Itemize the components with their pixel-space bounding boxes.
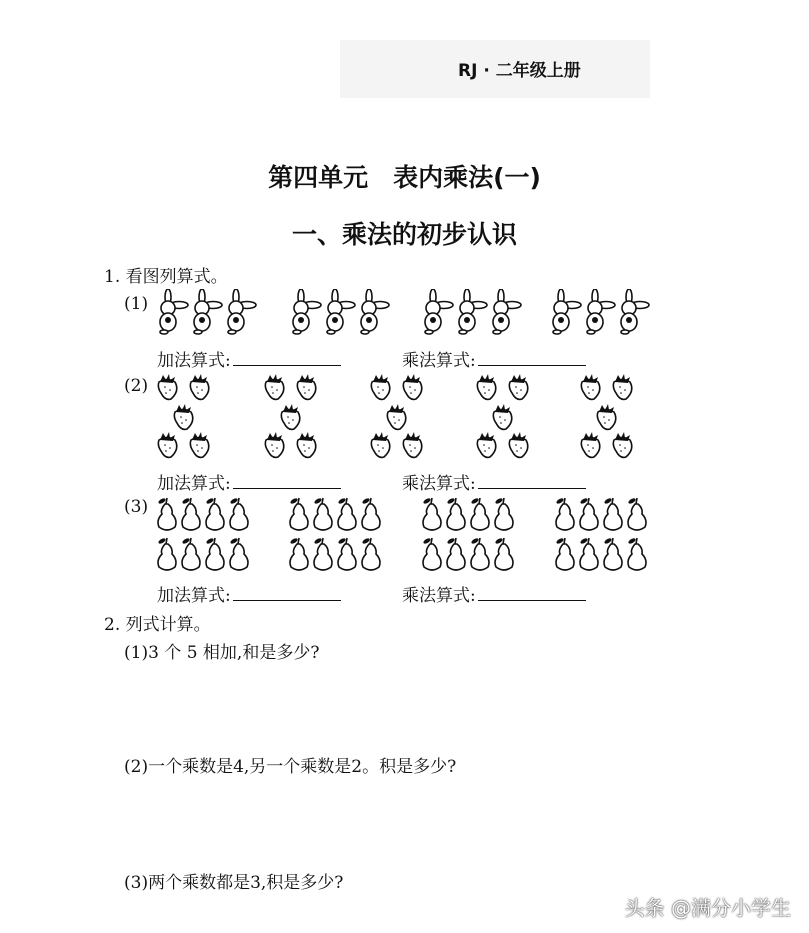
watermark: 头条 @满分小学生 bbox=[624, 896, 791, 920]
pear-icon bbox=[203, 496, 227, 536]
strawberry-icon bbox=[506, 431, 532, 463]
strawberry-icon bbox=[610, 431, 636, 463]
strawberry-icon bbox=[155, 431, 181, 463]
pear-icon bbox=[420, 536, 444, 576]
rabbit-icon bbox=[155, 289, 189, 339]
strawberry-icon bbox=[155, 373, 181, 405]
addition-answer-2[interactable] bbox=[157, 469, 341, 494]
pear-icon bbox=[601, 536, 625, 576]
rabbit-icon bbox=[189, 289, 223, 339]
answer-blank[interactable] bbox=[233, 586, 341, 601]
pear-icon bbox=[625, 496, 649, 536]
rabbit-icon bbox=[420, 289, 454, 339]
pear-icon bbox=[155, 536, 179, 576]
question-2-item-1: (1)3 个 5 相加,和是多少? bbox=[124, 643, 320, 663]
strawberry-icon bbox=[294, 373, 320, 405]
addition-label: 加法算式: bbox=[157, 474, 231, 494]
pear-icon bbox=[601, 496, 625, 536]
unit-title: 第四单元 表内乘法(一) bbox=[268, 163, 541, 192]
multiplication-label: 乘法算式: bbox=[402, 351, 476, 371]
multiplication-answer-2[interactable] bbox=[402, 469, 586, 494]
pear-icon bbox=[227, 536, 251, 576]
pear-icon bbox=[335, 496, 359, 536]
pear-icon bbox=[311, 536, 335, 576]
pear-icon bbox=[468, 496, 492, 536]
pear-icon bbox=[444, 496, 468, 536]
pear-icon bbox=[335, 536, 359, 576]
rabbit-icon bbox=[223, 289, 257, 339]
strawberry-icon bbox=[294, 431, 320, 463]
addition-label: 加法算式: bbox=[157, 586, 231, 606]
addition-answer-3[interactable] bbox=[157, 581, 341, 606]
pear-icon bbox=[179, 496, 203, 536]
pear-icon bbox=[553, 536, 577, 576]
strawberry-icon bbox=[474, 431, 500, 463]
part-2-number: (2) bbox=[124, 376, 149, 396]
pear-icon bbox=[553, 496, 577, 536]
pear-icon bbox=[468, 536, 492, 576]
rabbit-icon bbox=[356, 289, 390, 339]
lesson-title: 一、乘法的初步认识 bbox=[291, 220, 517, 249]
pear-icon bbox=[203, 536, 227, 576]
pear-icon bbox=[444, 536, 468, 576]
multiplication-label: 乘法算式: bbox=[402, 474, 476, 494]
strawberry-icon bbox=[578, 373, 604, 405]
rabbit-icon bbox=[488, 289, 522, 339]
strawberry-icon bbox=[368, 431, 394, 463]
strawberry-icon bbox=[506, 373, 532, 405]
strawberry-icon bbox=[262, 431, 288, 463]
multiplication-label: 乘法算式: bbox=[402, 586, 476, 606]
rabbit-icon bbox=[454, 289, 488, 339]
part-3-number: (3) bbox=[124, 497, 149, 517]
strawberry-icon bbox=[578, 431, 604, 463]
multiplication-answer-3[interactable] bbox=[402, 581, 586, 606]
multiplication-answer-1[interactable] bbox=[402, 346, 586, 371]
pear-icon bbox=[287, 496, 311, 536]
question-2-item-3: (3)两个乘数都是3,积是多少? bbox=[124, 873, 344, 893]
answer-blank[interactable] bbox=[478, 474, 586, 489]
question-2-item-2: (2)一个乘数是4,另一个乘数是2。积是多少? bbox=[124, 757, 457, 777]
strawberry-icon bbox=[187, 373, 213, 405]
strawberry-icon bbox=[400, 431, 426, 463]
rabbit-icon bbox=[616, 289, 650, 339]
pear-icon bbox=[577, 496, 601, 536]
pear-icon bbox=[359, 496, 383, 536]
answer-blank[interactable] bbox=[233, 351, 341, 366]
strawberry-icon bbox=[187, 431, 213, 463]
strawberry-icon bbox=[400, 373, 426, 405]
answer-blank[interactable] bbox=[478, 351, 586, 366]
rabbit-icon bbox=[288, 289, 322, 339]
question-2-label: 2. 列式计算。 bbox=[104, 615, 211, 635]
part-1-number: (1) bbox=[124, 294, 149, 314]
strawberry-icon bbox=[262, 373, 288, 405]
pear-icon bbox=[420, 496, 444, 536]
pear-icon bbox=[577, 536, 601, 576]
rabbit-icon bbox=[322, 289, 356, 339]
pear-icon bbox=[179, 536, 203, 576]
strawberry-icon bbox=[474, 373, 500, 405]
question-1-label: 1. 看图列算式。 bbox=[104, 267, 228, 287]
addition-label: 加法算式: bbox=[157, 351, 231, 371]
pear-icon bbox=[625, 536, 649, 576]
pear-icon bbox=[492, 496, 516, 536]
rabbit-icon bbox=[548, 289, 582, 339]
pear-icon bbox=[155, 496, 179, 536]
pear-icon bbox=[359, 536, 383, 576]
pear-icon bbox=[311, 496, 335, 536]
rabbit-icon bbox=[582, 289, 616, 339]
strawberry-icon bbox=[368, 373, 394, 405]
strawberry-icon bbox=[610, 373, 636, 405]
book-label: RJ · 二年级上册 bbox=[458, 61, 581, 81]
pear-icon bbox=[287, 536, 311, 576]
answer-blank[interactable] bbox=[478, 586, 586, 601]
pear-icon bbox=[492, 536, 516, 576]
addition-answer-1[interactable] bbox=[157, 346, 341, 371]
pear-icon bbox=[227, 496, 251, 536]
answer-blank[interactable] bbox=[233, 474, 341, 489]
